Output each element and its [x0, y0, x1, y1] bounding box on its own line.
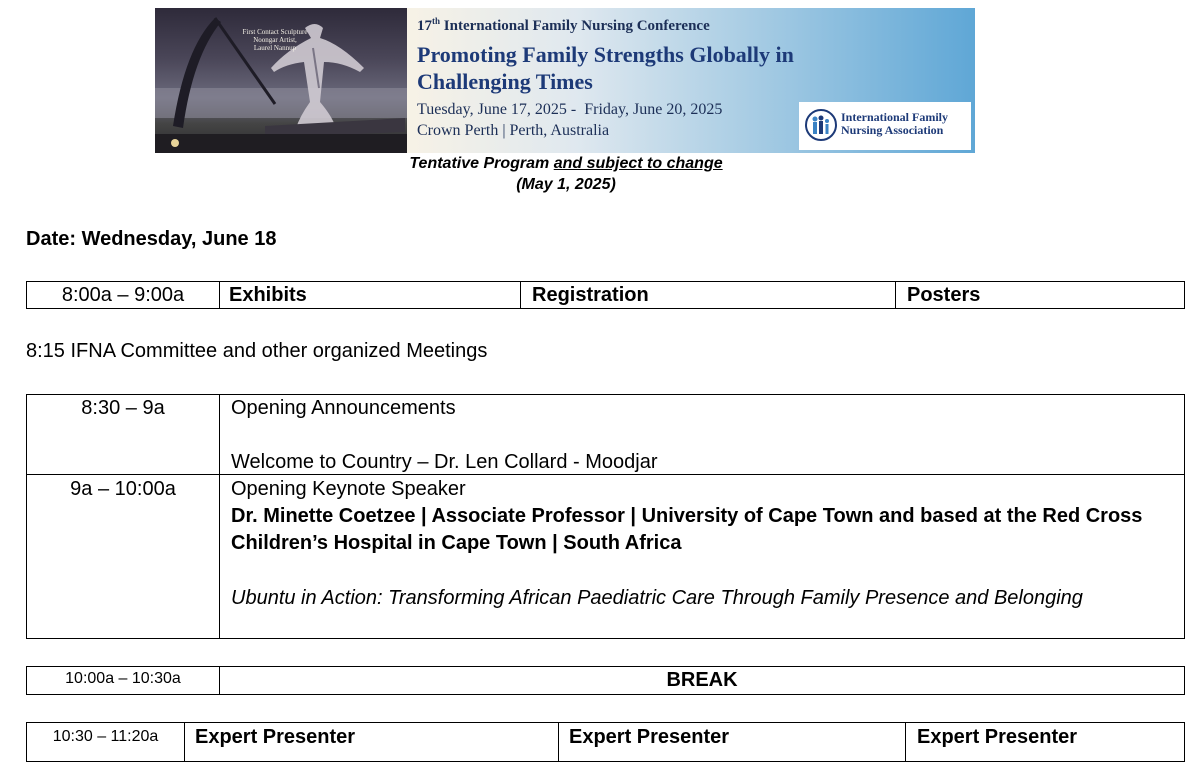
welcome-to-country: Welcome to Country – Dr. Len Collard - Moodjar [231, 451, 658, 473]
conference-theme: Promoting Family Strengths Globally in Challenging Times [417, 42, 794, 94]
edition-suffix: th [432, 16, 441, 26]
revision-date: (May 1, 2025) [516, 176, 616, 193]
edition-number: 17 [417, 18, 432, 34]
expert-presenter-cell: Expert Presenter [569, 726, 730, 748]
time-cell: 8:00a – 9:00a [61, 284, 185, 306]
time-cell: 10:00a – 10:30a [65, 670, 181, 687]
expert-presenter-cell: Expert Presenter [195, 726, 356, 748]
date-heading: Date: Wednesday, June 18 [26, 228, 277, 250]
sculpture-photo [155, 8, 407, 153]
conference-edition [417, 16, 710, 35]
opening-announcements: Opening Announcements [231, 397, 456, 419]
keynote-speaker: Dr. Minette Coetzee | Associate Professor | University of Cape Town and based at the Red Cross Children’s Hospital in Cape Town | South Africa [231, 505, 1143, 554]
conference-venue: Crown Perth | Perth, Australia [417, 122, 610, 139]
break-label: BREAK [666, 669, 738, 691]
tentative-notice [0, 155, 1132, 173]
keynote-heading: Opening Keynote Speaker [231, 478, 466, 500]
expert-presenter-cell: Expert Presenter [917, 726, 1078, 748]
registration-cell: Registration [532, 284, 649, 306]
credit-line: Laurel Nannup [253, 44, 297, 52]
family-circle-icon [805, 108, 837, 142]
conference-banner [155, 8, 975, 153]
edition-rest: International Family Nursing Conference [440, 18, 710, 34]
sculpture-credit [225, 28, 325, 52]
time-cell: 10:30 – 11:20a [52, 728, 159, 745]
tentative-prefix: Tentative Program [409, 155, 554, 172]
expert-presenter-row [26, 722, 1185, 762]
association-logo-box [799, 102, 971, 150]
exhibits-cell: Exhibits [229, 284, 307, 306]
posters-cell: Posters [907, 284, 981, 306]
credit-line: First Contact Sculpture [242, 28, 308, 36]
association-name: International Family Nursing Association [841, 110, 948, 137]
keynote-talk-title: Ubuntu in Action: Transforming African Paediatric Care Through Family Presence and Belonging [231, 587, 1083, 609]
break-row [26, 666, 1185, 695]
subject-to-change: and subject to change [553, 155, 723, 172]
committee-meetings-line: 8:15 IFNA Committee and other organized Meetings [26, 340, 488, 362]
credit-line: Noongar Artist, [253, 36, 297, 44]
banner-info-panel [407, 8, 975, 153]
exhibits-registration-row [26, 281, 1185, 309]
conference-dates: Tuesday, June 17, 2025 - Friday, June 20, 2025 [417, 101, 723, 118]
opening-keynote-table [26, 394, 1185, 639]
time-cell: 9a – 10:00a [70, 478, 176, 500]
time-cell: 8:30 – 9a [81, 397, 165, 419]
